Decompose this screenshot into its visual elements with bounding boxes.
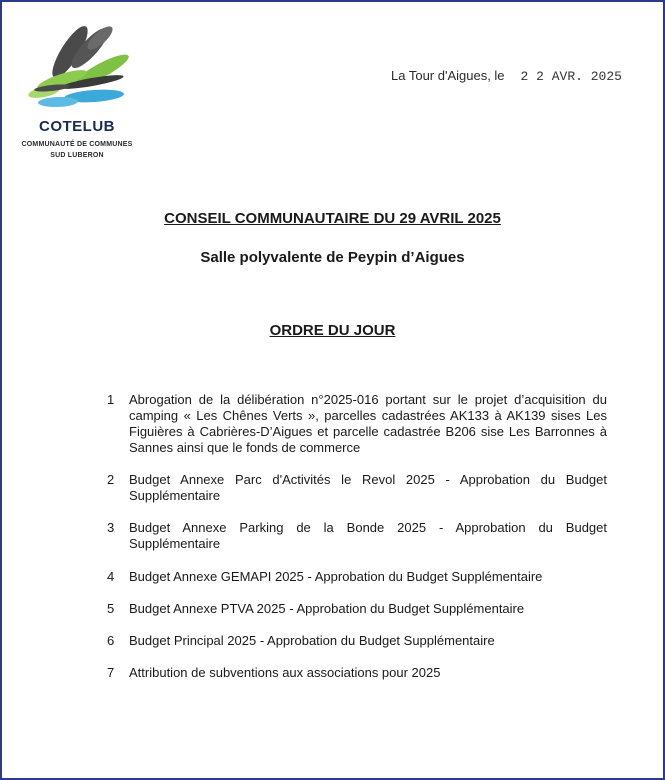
agenda-item-number: 3: [107, 520, 115, 535]
org-subtitle-line2: SUD LUBERON: [50, 152, 104, 159]
place-date: [391, 68, 622, 84]
agenda-item: [107, 665, 607, 681]
venue: Salle polyvalente de Peypin d’Aigues: [200, 249, 465, 266]
agenda-item: [107, 601, 607, 617]
cotelub-leaves-icon: [22, 20, 137, 115]
agenda-item-text: Abrogation de la délibération n°2025-016 portant sur le projet d’acquisition du camping « Les Chênes Verts », parcelles cadastrées AK133 à AK139 sises Les Figuières à Cabrières-D’Aigues et parcelle cadastrée B206 sise Les Barronnes à Sannes ainsi que le fonds de commerce: [129, 392, 607, 455]
agenda-item: [107, 392, 607, 456]
agenda-heading: ORDRE DU JOUR: [269, 322, 396, 339]
agenda-item-text: Attribution de subventions aux associations pour 2025: [129, 665, 441, 680]
place-text: La Tour d'Aigues, le: [391, 68, 505, 83]
org-subtitle-line1: COMMUNAUTÉ DE COMMUNES: [21, 141, 133, 148]
agenda-item-number: 7: [107, 665, 115, 680]
document-title: CONSEIL COMMUNAUTAIRE DU 29 AVRIL 2025: [164, 210, 501, 227]
agenda-item: [107, 520, 607, 552]
agenda-item-number: 1: [107, 392, 115, 407]
agenda-item: [107, 633, 607, 649]
cotelub-logo: [18, 20, 148, 185]
agenda-item-text: Budget Annexe Parc d'Activités le Revol 2025 - Approbation du Budget Supplémentaire: [129, 472, 607, 503]
org-name: COTELUB: [39, 118, 115, 135]
agenda-item: [107, 472, 607, 504]
agenda-list: [107, 392, 607, 681]
agenda-item-number: 6: [107, 633, 115, 648]
agenda-item-text: Budget Annexe PTVA 2025 - Approbation du Budget Supplémentaire: [129, 601, 525, 616]
agenda-item-number: 4: [107, 569, 115, 584]
agenda-item-text: Budget Annexe GEMAPI 2025 - Approbation du Budget Supplémentaire: [129, 569, 543, 584]
agenda-item-text: Budget Annexe Parking de la Bonde 2025 - Approbation du Budget Supplémentaire: [129, 520, 607, 551]
agenda-item-text: Budget Principal 2025 - Approbation du Budget Supplémentaire: [129, 633, 495, 648]
agenda-item: [107, 569, 607, 585]
agenda-item-number: 2: [107, 472, 115, 487]
date-stamp: 2 2 AVR. 2025: [520, 69, 622, 84]
agenda-item-number: 5: [107, 601, 115, 616]
